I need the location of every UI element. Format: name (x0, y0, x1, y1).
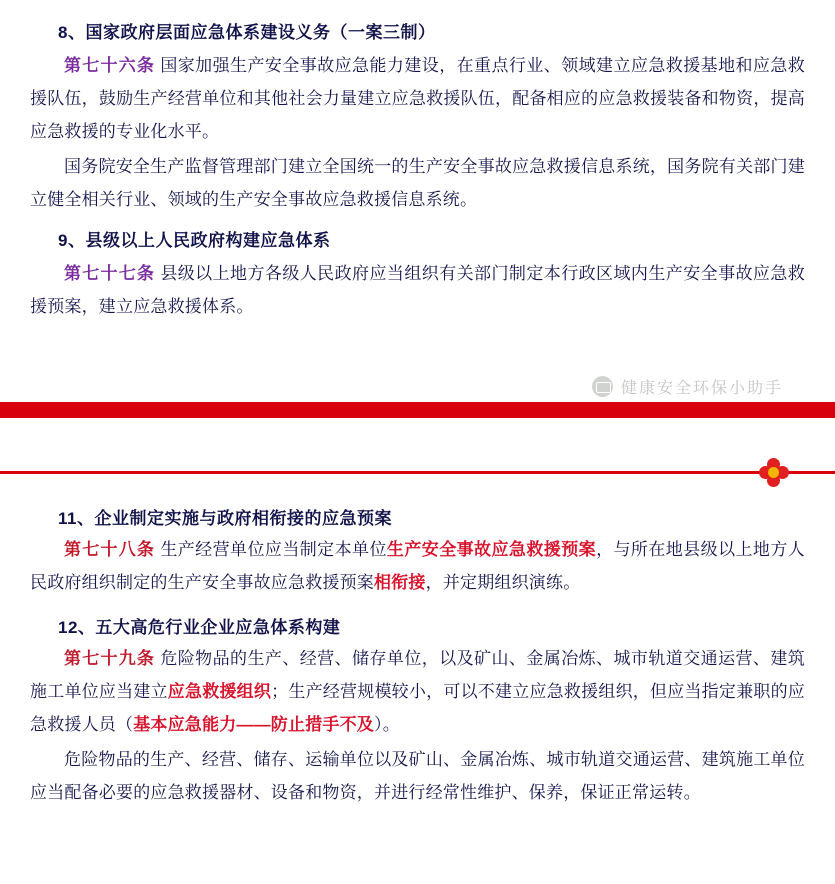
section-divider (0, 402, 835, 474)
article-76-label: 第七十六条 (64, 56, 156, 75)
spacer (30, 325, 805, 361)
heading-9: 9、县级以上人民政府构建应急体系 (58, 231, 331, 250)
article-79-seg-3: 基本应急能力——防止措手不及 (133, 715, 375, 734)
wechat-icon (592, 376, 613, 397)
article-78 (30, 533, 805, 599)
article-79-seg-0: 危险物品的生产、经营、储存单位，以及矿山、金属冶炼、城市轨道交通运营、建筑施工单位应当建立 (30, 649, 805, 701)
article-79 (30, 642, 805, 741)
article-77-text: 县级以上地方各级人民政府应当组织有关部门制定本行政区域内生产安全事故应急救援预案，建立应急救援体系。 (30, 264, 805, 316)
article-78-seg-3: 相衔接 (374, 573, 426, 592)
article-78-seg-4: ，并定期组织演练。 (425, 573, 581, 592)
article-76-text: 国家加强生产安全事故应急能力建设，在重点行业、领域建立应急救援基地和应急救援队伍，鼓励生产经营单位和其他社会力量建立应急救援队伍，配备相应的应急救援装备和物资，提高应急救援的专业化水平。 (30, 56, 805, 141)
article-78-seg-0: 生产经营单位应当制定本单位 (160, 540, 387, 559)
article-79-label: 第七十九条 (64, 649, 156, 668)
divider-bar-top (0, 402, 835, 418)
watermark-label: 健康安全环保小助手 (620, 380, 783, 397)
article-78-seg-1: 生产安全事故应急救援预案 (386, 540, 597, 559)
watermark (592, 375, 783, 398)
article-77 (30, 257, 805, 323)
heading-12: 12、五大高危行业企业应急体系构建 (58, 618, 341, 637)
article-79-seg-2: ；生产经营规模较小，可以不建立应急救援组织，但应当指定兼职的应急救援人员（ (30, 682, 805, 734)
bottom-section (0, 490, 835, 811)
flower-icon (759, 458, 789, 488)
article-77-label: 第七十七条 (64, 264, 156, 283)
paragraph-76-2: 国务院安全生产监督管理部门建立全国统一的生产安全事故应急救援信息系统，国务院有关部门建立健全相关行业、领域的生产安全事故应急救援信息系统。 (30, 157, 805, 209)
article-78-label: 第七十八条 (64, 540, 156, 559)
article-76 (30, 49, 805, 148)
article-79-seg-4: ）。 (374, 715, 400, 734)
article-79-seg-1: 应急救援组织 (167, 682, 272, 701)
top-section (0, 0, 835, 361)
paragraph-79-2: 危险物品的生产、经营、储存、运输单位以及矿山、金属冶炼、城市轨道交通运营、建筑施工单位应当配备必要的应急救援器材、设备和物资，并进行经常性维护、保养，保证正常运转。 (30, 750, 805, 802)
heading-11: 11、企业制定实施与政府相衔接的应急预案 (58, 509, 392, 528)
heading-8: 8、国家政府层面应急体系建设义务（一案三制） (58, 23, 436, 42)
divider-bar-bottom (0, 471, 835, 474)
article-78-seg-2: ，与所在地县级以上地方人民政府组织制定的生产安全事故应急救援预案 (30, 540, 805, 592)
